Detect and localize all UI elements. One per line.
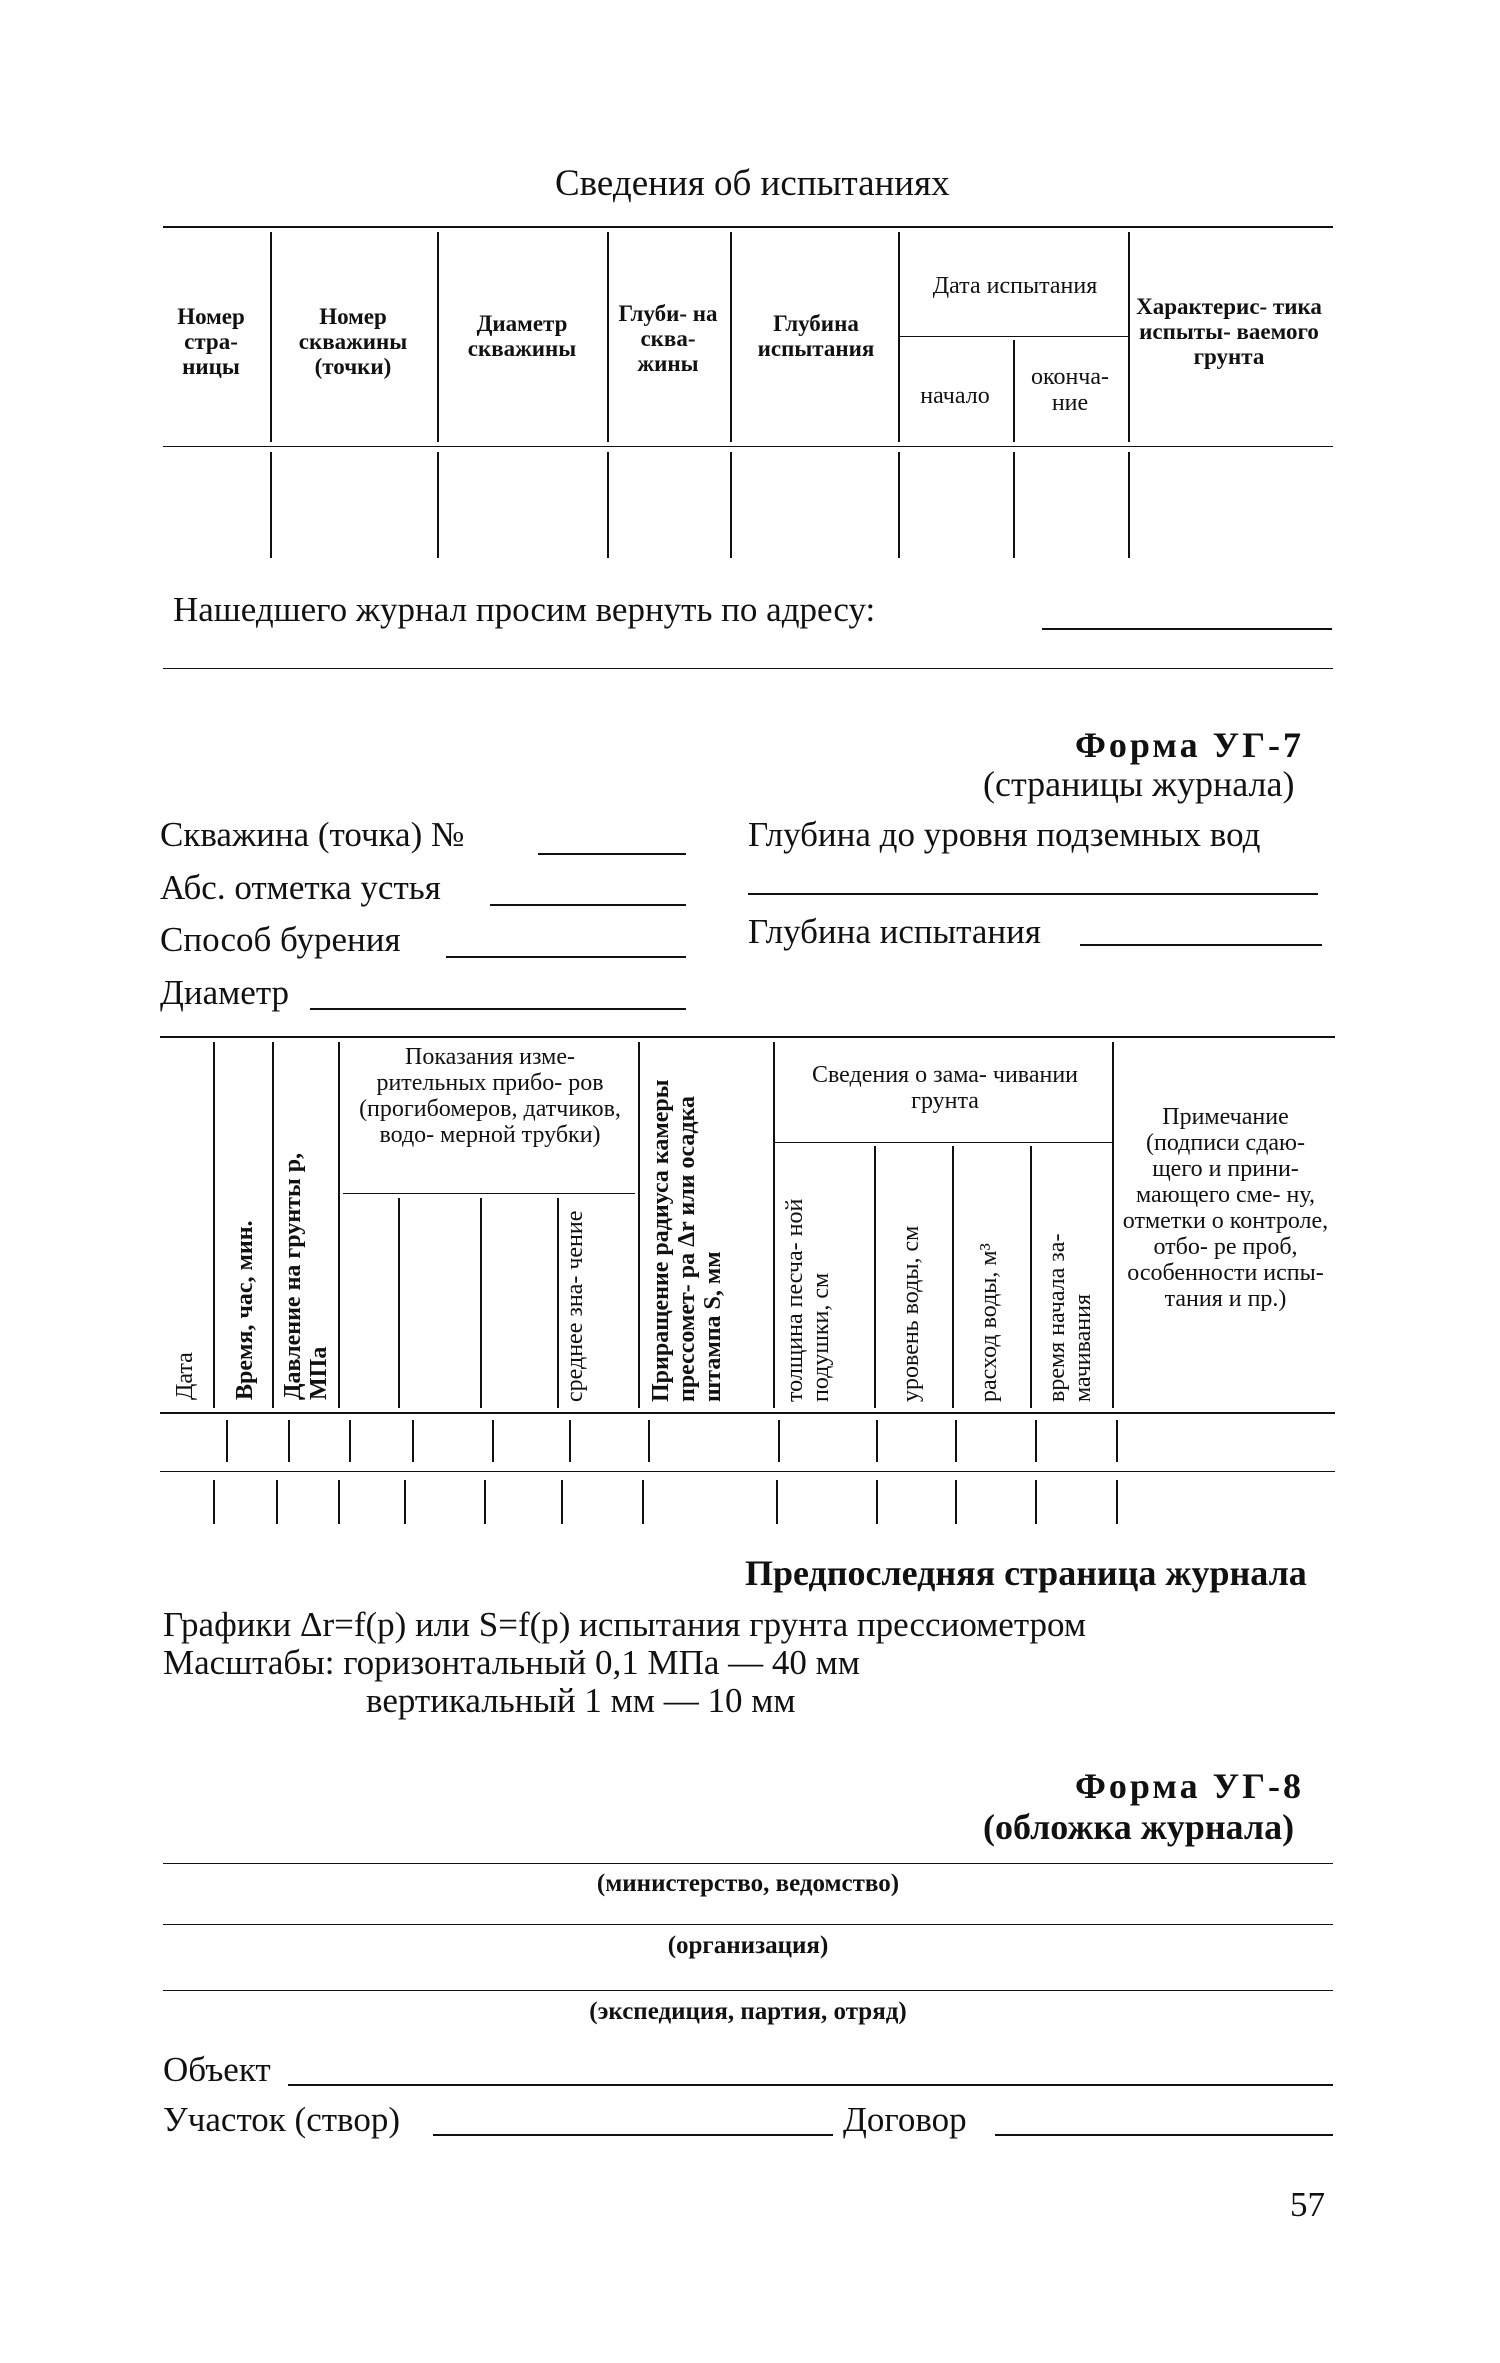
row-tick [213,1480,215,1524]
form7-subtitle: (страницы журнала) [983,764,1295,804]
vertical-scale-line: вертикальный 1 мм — 10 мм [366,1681,796,1720]
address-line[interactable] [1042,628,1332,630]
header-sand-cushion: толщина песча- ной подушки, см [782,1198,834,1402]
header-mean-value: среднее зна- чение [562,1210,588,1402]
table2-vline [773,1042,775,1408]
ministry-caption: (министерство, ведомство) [596,1870,900,1897]
table2-vline [952,1146,954,1408]
header-note: Примечание (подписи сдаю- щего и прини- мающего сме- ну, отметки о контроле, отбо- ре проб, особенности испы- тания и пр.) [1122,1104,1329,1312]
table1-vline [437,452,439,558]
table1-vline [1128,452,1130,558]
header-test-depth: Глубина испытания [757,311,875,361]
ministry-line[interactable] [163,1863,1333,1864]
row-tick [288,1420,290,1462]
row-tick [1035,1480,1037,1524]
table2-vline [557,1198,559,1408]
table2-vline [272,1042,274,1408]
instruments-split-rule [343,1193,635,1194]
form8-subtitle: (обложка журнала) [983,1807,1295,1847]
form7-title: Форма УГ-7 [1075,725,1304,765]
header-page-number: Номер стра- ницы [177,303,245,379]
row-tick [776,1480,778,1524]
field-test-depth-input[interactable] [1080,944,1322,946]
table2-header-rule [160,1412,1335,1414]
row-tick [569,1420,571,1462]
header-well-number: Номер скважины (точки) [298,303,408,379]
row-tick [349,1420,351,1462]
graphs-line: Графики Δr=f(p) или S=f(p) испытания грунта прессиометром [163,1605,1087,1644]
penultimate-title: Предпоследняя страница журнала [745,1553,1307,1593]
table1-vline [437,232,439,442]
header-well-depth: Глуби- на сква- жины [618,300,718,376]
table1-vline [607,452,609,558]
header-radius-increment: Приращение радиуса камеры прессомет- ра Δr или осадка штампа S, мм [648,1079,726,1402]
row-tick [1116,1420,1118,1462]
date-split-rule [898,336,1128,337]
scales-line: Масштабы: горизонтальный 0,1 МПа — 40 мм [163,1643,860,1682]
organization-line[interactable] [163,1924,1333,1925]
table2-vline [398,1198,400,1408]
header-soil-characteristic: Характерис- тика испыты- ваемого грунта [1136,293,1322,369]
table1-top-rule [163,226,1333,228]
row-tick [492,1420,494,1462]
table2-row-rule [160,1471,1335,1472]
field-well-label: Скважина (точка) № [160,815,465,854]
table1-vline [898,452,900,558]
table2-vline [213,1042,215,1408]
header-soak-start: время начала за- мачивания [1044,1233,1096,1402]
table1-header-rule [163,446,1333,447]
row-tick [338,1480,340,1524]
expedition-line[interactable] [163,1990,1333,1991]
row-tick [876,1480,878,1524]
soaking-split-rule [775,1142,1112,1143]
row-tick [276,1480,278,1524]
field-well-input[interactable] [538,853,686,855]
table1-vline [730,452,732,558]
row-tick [412,1420,414,1462]
table1-vline [270,452,272,558]
expedition-caption: (экспедиция, партия, отряд) [589,1998,907,2025]
header-soaking: Сведения о зама- чивании грунта [811,1062,1079,1114]
table1-vline [270,232,272,442]
return-note: Нашедшего журнал просим вернуть по адресу: [173,590,876,629]
header-date-end: оконча- ние [1031,364,1109,416]
table2-vline [338,1042,340,1408]
row-tick [404,1480,406,1524]
header-well-diameter: Диаметр скважины [467,311,577,361]
form8-title: Форма УГ-8 [1075,1766,1304,1806]
row-tick [642,1480,644,1524]
section-label: Участок (створ) [163,2100,400,2139]
address-line-2[interactable] [163,668,1333,669]
table1-vline [1013,452,1015,558]
contract-label: Договор [843,2100,967,2139]
header-test-date: Дата испытания [932,273,1098,299]
object-input[interactable] [288,2084,1333,2086]
section-title: Сведения об испытаниях [555,163,950,204]
row-tick [561,1480,563,1524]
field-test-depth-label: Глубина испытания [748,912,1041,951]
table1-vline [730,232,732,442]
row-tick [226,1420,228,1462]
field-groundwater-input[interactable] [748,893,1318,895]
row-tick [484,1480,486,1524]
table2-vline [480,1198,482,1408]
header-water-level: уровень воды, см [898,1225,924,1402]
page-number: 57 [1290,2185,1325,2224]
row-tick [876,1420,878,1462]
row-tick [1035,1420,1037,1462]
header-time: Время, час, мин. [232,1220,258,1400]
row-tick [778,1420,780,1462]
object-label: Объект [163,2050,271,2089]
header-water-flow: расход воды, м³ [976,1243,1002,1402]
contract-input[interactable] [995,2134,1333,2136]
header-date-start: начало [920,383,990,409]
row-tick [955,1480,957,1524]
field-diameter-label: Диаметр [160,973,290,1012]
header-date: Дата [172,1352,198,1400]
header-instruments: Показания изме- рительных прибо- ров (прогибомеров, датчиков, водо- мерной трубки) [359,1044,621,1148]
field-abs-mark-input[interactable] [490,904,686,906]
section-input[interactable] [433,2134,833,2136]
table2-vline [874,1146,876,1408]
table2-vline [638,1042,640,1408]
organization-caption: (организация) [667,1932,829,1959]
table2-vline [1030,1146,1032,1408]
table2-vline [1112,1042,1114,1408]
table1-vline [607,232,609,442]
header-pressure: Давление на грунты р, МПа [280,1152,332,1400]
field-diameter-input[interactable] [310,1008,686,1010]
field-groundwater-label: Глубина до уровня подземных вод [748,815,1261,854]
row-tick [1116,1480,1118,1524]
field-abs-mark-label: Абс. отметка устья [160,868,441,907]
table1-vline [1128,232,1130,442]
table1-vline [1013,340,1015,442]
row-tick [955,1420,957,1462]
field-drilling-label: Способ бурения [160,920,401,959]
table2-top-rule [160,1036,1335,1038]
row-tick [648,1420,650,1462]
field-drilling-input[interactable] [446,956,686,958]
